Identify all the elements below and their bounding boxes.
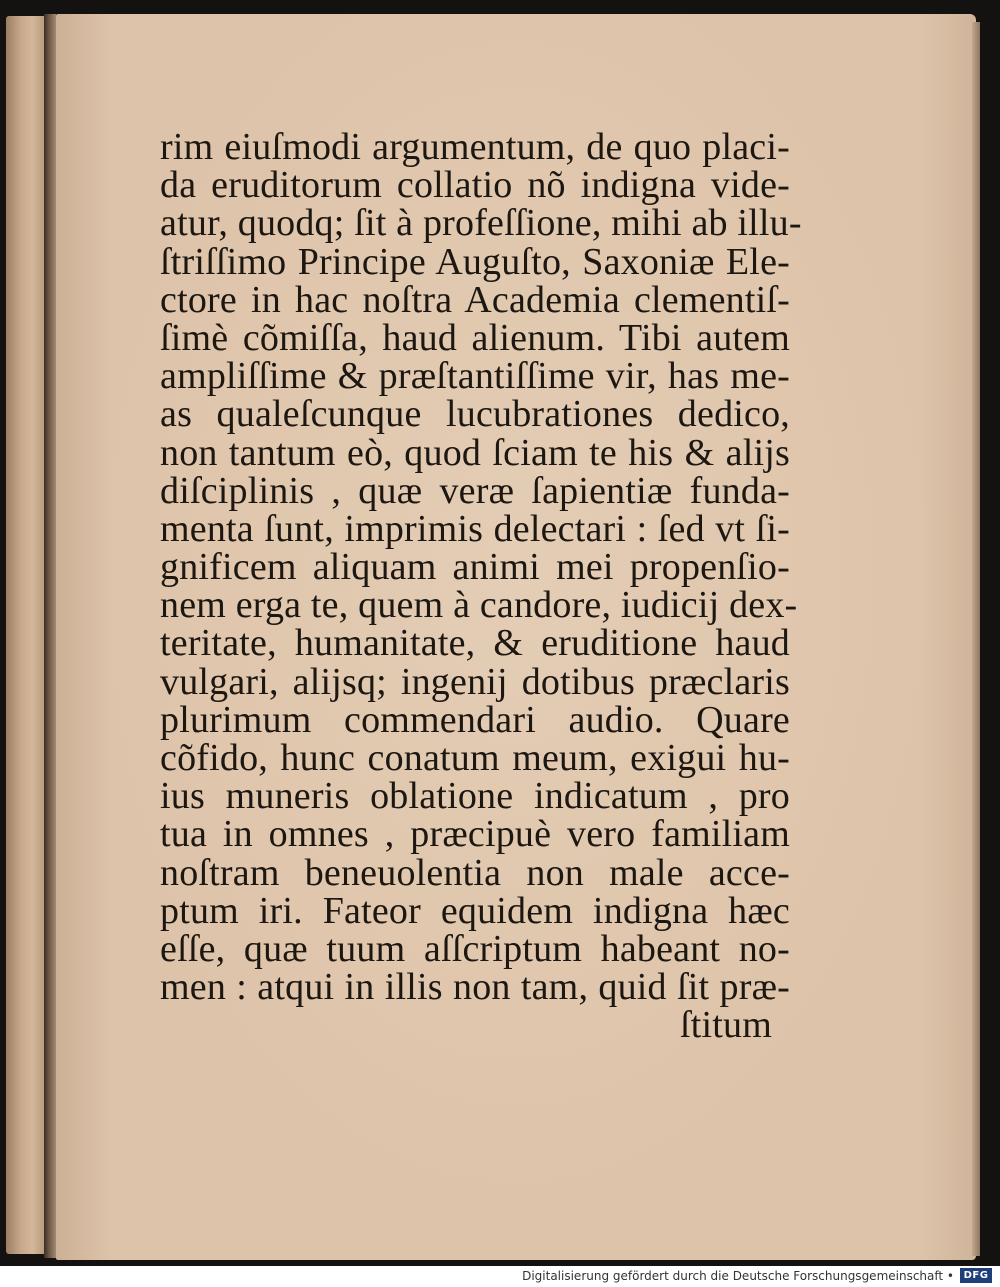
text-line: men : atqui in illis non tam, quid ſit præ- (160, 966, 790, 1009)
text-line: cõfido, hunc conatum meum, exigui hu- (160, 737, 790, 779)
text-line: ius muneris oblatione indicatum , pro (160, 775, 790, 818)
text-line: menta ſunt, imprimis delectari : ſed vt ſi- (160, 507, 790, 550)
text-line: non tantum eò, quod ſciam te his & alijs (160, 431, 790, 474)
text-line: as qualeſcunque lucubrationes dedico, (160, 393, 790, 436)
page-right-edge (972, 22, 980, 1256)
text-line: noſtram beneuolentia non male acce- (160, 851, 790, 894)
body-text (160, 126, 802, 1047)
text-line: ſimè cõmiſſa, haud alienum. Tibi autem (160, 316, 790, 359)
text-line: gnificem aliquam animi mei propenſio- (160, 546, 790, 589)
catchword: ſtitum (680, 1004, 772, 1047)
funding-credit: Digitalisierung gefördert durch die Deutsche Forschungsgemeinschaft • (522, 1269, 954, 1283)
text-line: rim eiuſmodi argumentum, de quo placi- (160, 126, 790, 168)
text-line: ctore in hac noſtra Academia clementiſ- (160, 278, 790, 321)
text-line: nem erga te, quem à candore, iudicij dex- (160, 584, 798, 627)
text-line: ſtriſſimo Principe Auguſto, Saxoniæ Ele- (160, 240, 790, 283)
previous-page-edge (6, 16, 44, 1254)
text-line: vulgari, alijsq; ingenij dotibus præclaris (160, 660, 790, 703)
text-line: teritate, humanitate, & eruditione haud (160, 622, 790, 665)
text-line: eſſe, quæ tuum aſſcriptum habeant no- (160, 927, 790, 970)
book-gutter (44, 14, 56, 1258)
text-line: da eruditorum collatio nõ indigna vide- (160, 164, 790, 207)
text-line: tua in omnes , præcipuè vero familiam (160, 813, 790, 856)
text-line: diſciplinis , quæ veræ ſapientiæ funda- (160, 469, 790, 512)
dfg-logo[interactable]: DFG (960, 1268, 992, 1283)
text-line: ampliſſime & præſtantiſſime vir, has me- (160, 355, 790, 398)
text-line: plurimum commendari audio. Quare (160, 698, 790, 741)
text-line: atur, quodq; ſit à profeſſione, mihi ab illu- (160, 202, 802, 245)
text-line: ptum iri. Fateor equidem indigna hæc (160, 889, 790, 932)
